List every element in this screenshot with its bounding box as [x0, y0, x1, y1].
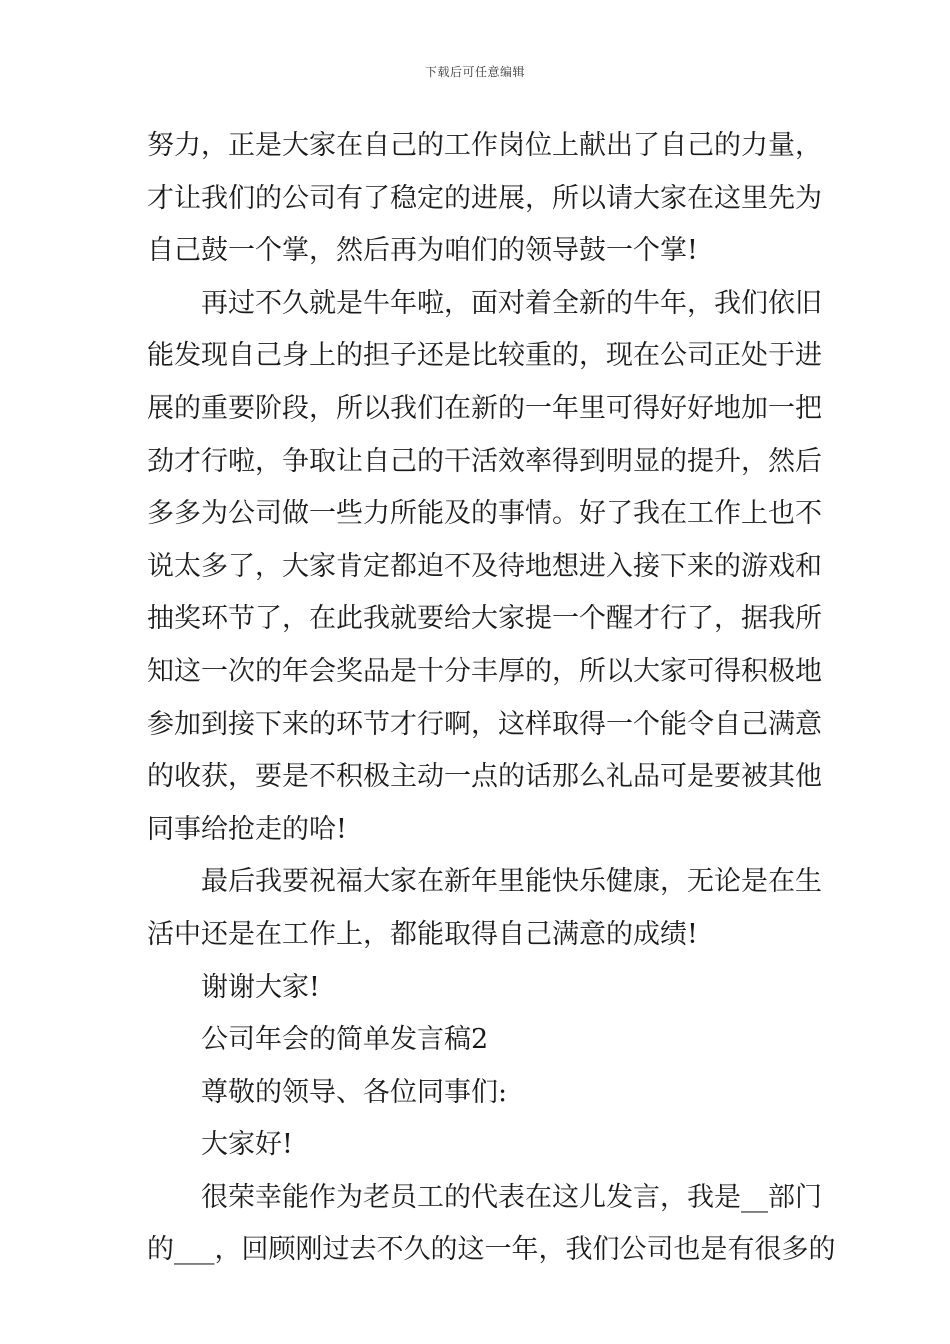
text-line: 知这一次的年会奖品是十分丰厚的，所以大家可得积极地: [147, 655, 822, 687]
text-line: 的收获，要是不积极主动一点的话那么礼品可是要被其他: [147, 761, 822, 793]
text-line: 努力，正是大家在自己的工作岗位上献出了自己的力量，: [147, 130, 822, 161]
text-line: 展的重要阶段，所以我们在新的一年里可得好好地加一把: [147, 392, 822, 424]
section-heading: 公司年会的简单发言稿2: [201, 1024, 489, 1056]
text-line: 同事给抢走的哈!: [147, 813, 347, 845]
text-line: 活中还是在工作上，都能取得自己满意的成绩!: [147, 918, 698, 950]
salutation: 尊敬的领导、各位同事们:: [201, 1076, 508, 1108]
text-line: 多多为公司做一些力所能及的事情。好了我在工作上也不: [147, 498, 822, 530]
text-line: 劲才行啦，争取让自己的干活效率得到明显的提升，然后: [147, 445, 822, 477]
text-line: 最后我要祝福大家在新年里能快乐健康，无论是在生: [201, 866, 822, 898]
text-line: 说太多了，大家肯定都迫不及待地想进入接下来的游戏和: [147, 550, 822, 582]
document-body: [147, 120, 836, 1277]
text-line: 才让我们的公司有了稳定的进展，所以请大家在这里先为: [147, 182, 822, 214]
text-line: 的___，回顾刚过去不久的这一年，我们公司也是有很多的: [147, 1234, 836, 1266]
text-line: 自己鼓一个掌，然后再为咱们的领导鼓一个掌!: [147, 235, 698, 267]
text-line: 参加到接下来的环节才行啊，这样取得一个能令自己满意: [147, 708, 822, 740]
text-line: 再过不久就是牛年啦，面对着全新的牛年，我们依旧: [201, 287, 822, 319]
text-line: 能发现自己身上的担子还是比较重的，现在公司正处于进: [147, 340, 822, 372]
text-line: 谢谢大家!: [201, 971, 320, 1003]
text-line: 很荣幸能作为老员工的代表在这儿发言，我是__部门: [201, 1181, 822, 1213]
greeting: 大家好!: [201, 1129, 293, 1161]
page-header: 下载后可任意编辑: [424, 65, 525, 79]
text-line: 抽奖环节了，在此我就要给大家提一个醒才行了，据我所: [147, 603, 822, 635]
